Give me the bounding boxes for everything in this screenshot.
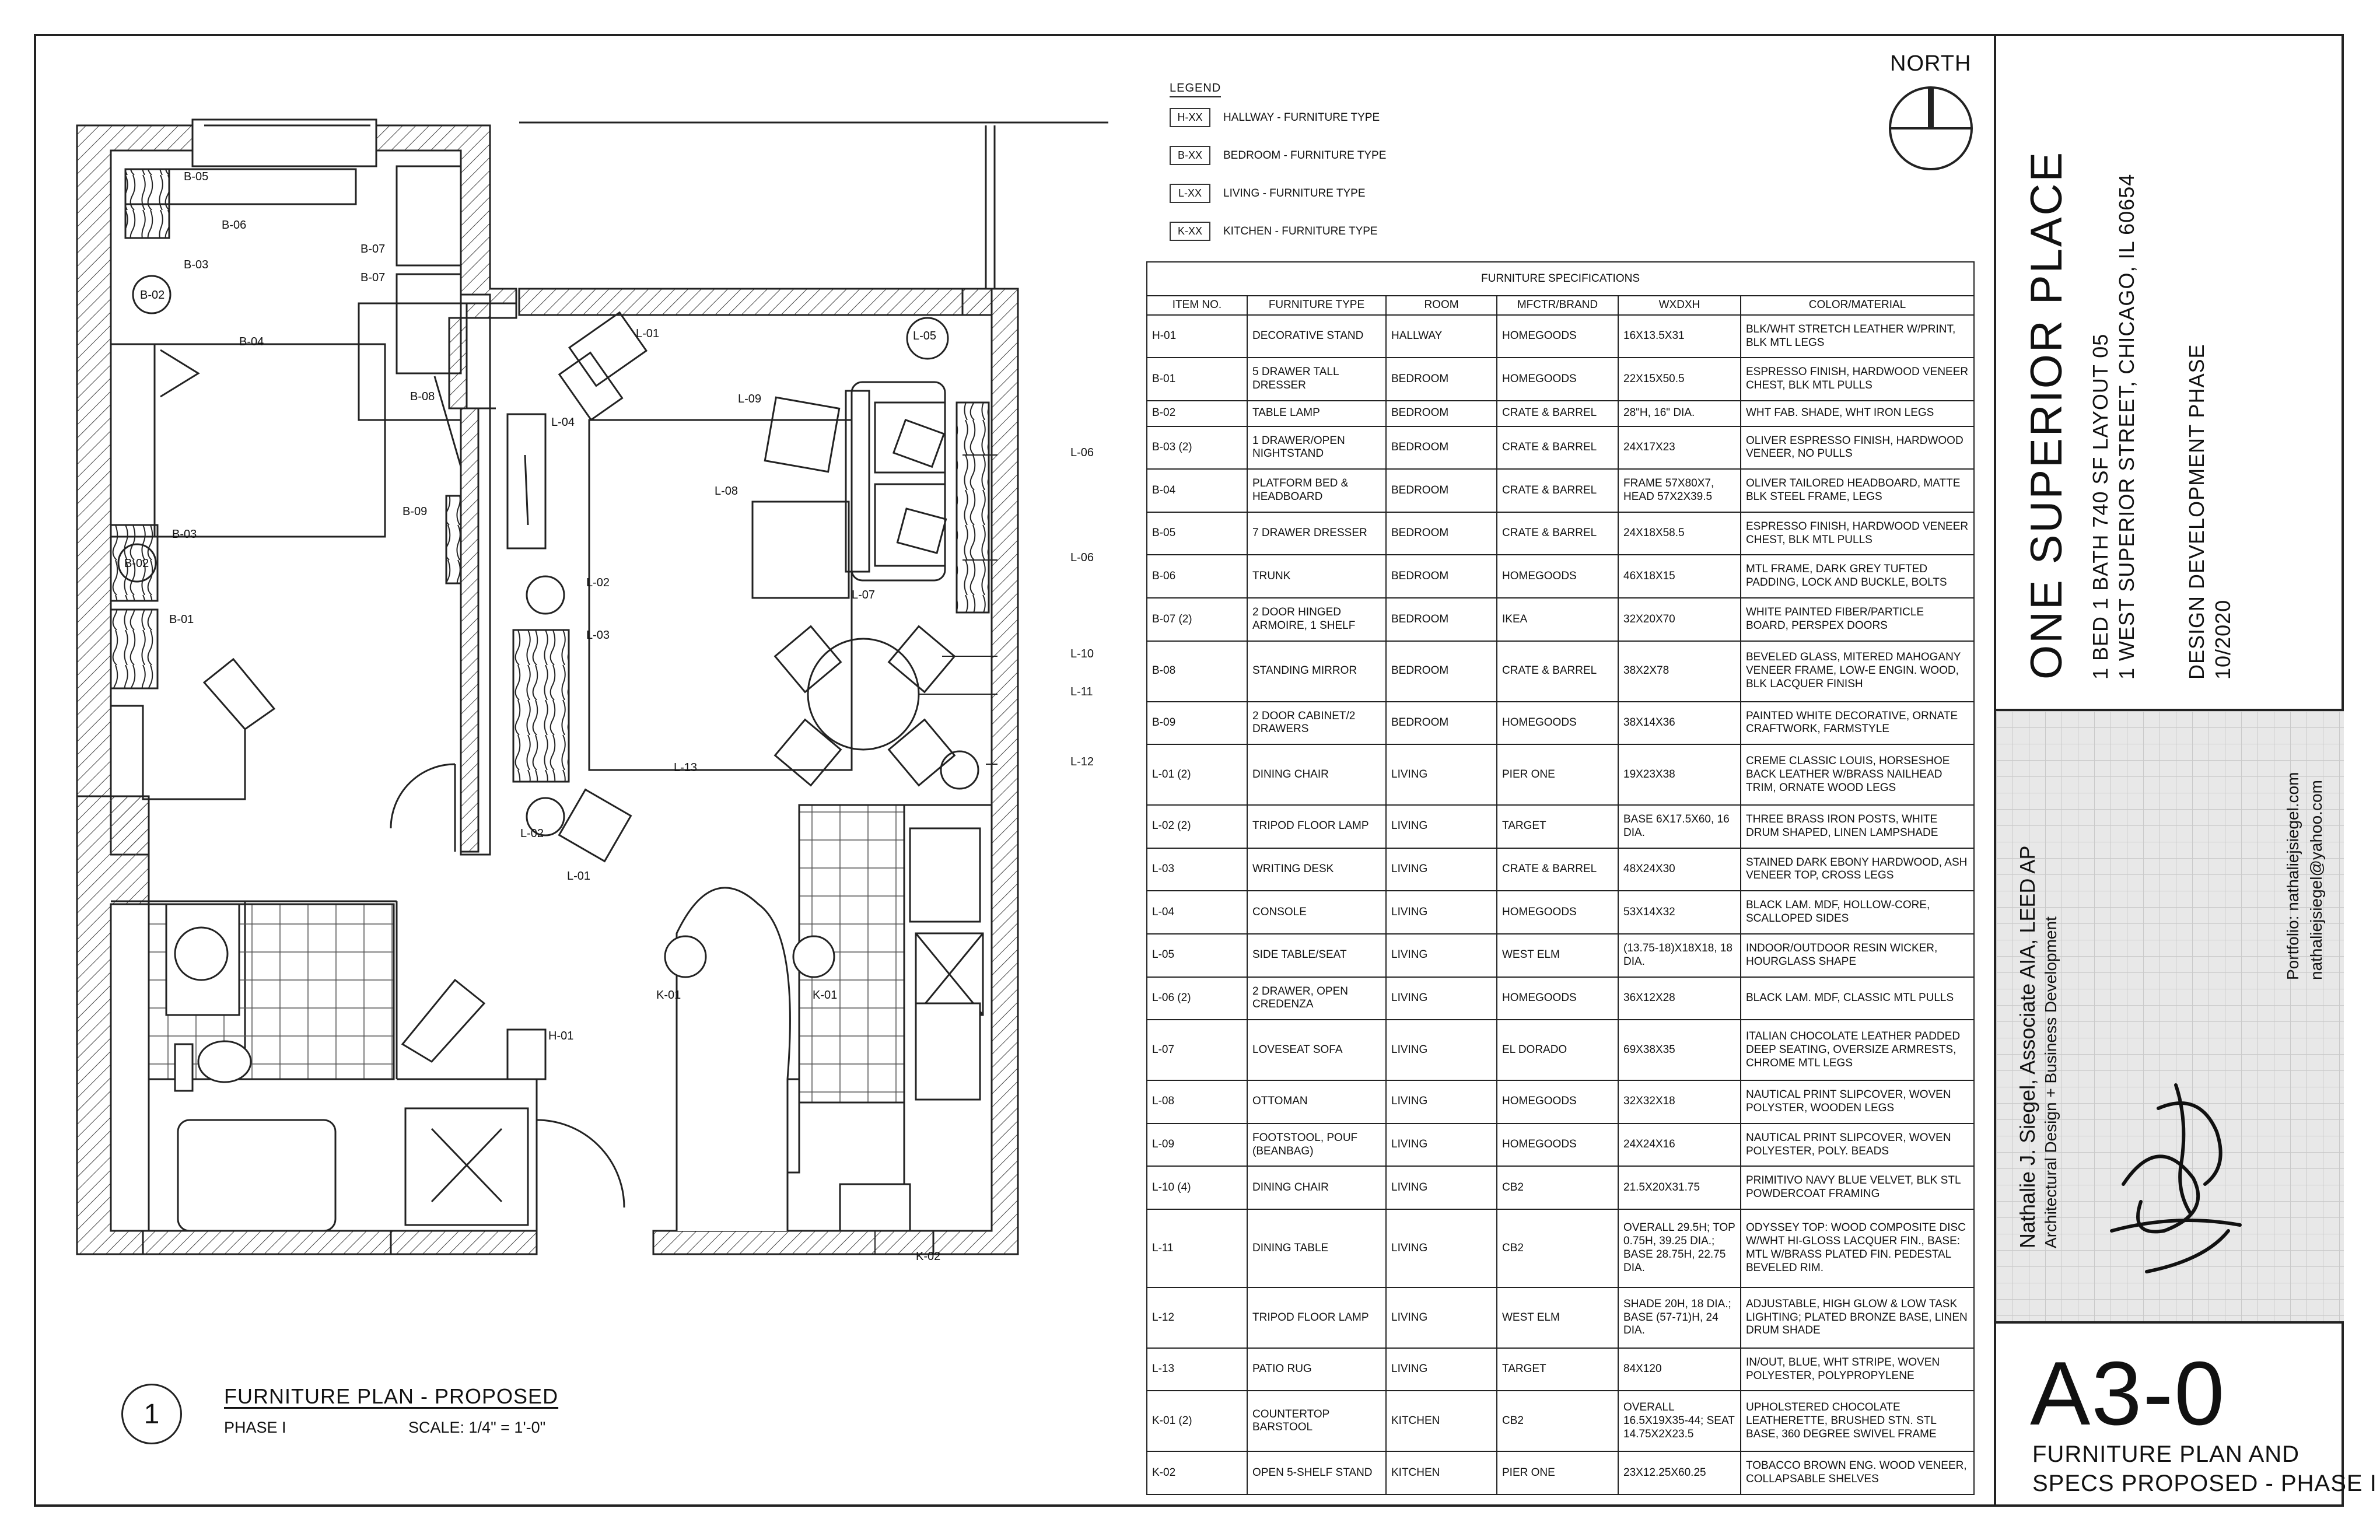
table-cell: 2 DOOR CABINET/2 DRAWERS: [1247, 702, 1386, 745]
table-cell: 24X24X16: [1618, 1124, 1741, 1167]
table-cell: 53X14X32: [1618, 891, 1741, 934]
north-label: NORTH: [1890, 51, 1972, 76]
table-cell: BASE 6X17.5X60, 16 DIA.: [1618, 805, 1741, 848]
table-cell: BLACK LAM. MDF, HOLLOW-CORE, SCALLOPED SIDES: [1741, 891, 1974, 934]
legend-code: H-XX: [1170, 108, 1210, 127]
table-header-cell: WXDXH: [1618, 296, 1741, 315]
drawing-number: 1: [121, 1384, 182, 1444]
table-cell: SHADE 20H, 18 DIA.; BASE (57-71)H, 24 DIA.: [1618, 1287, 1741, 1348]
project-date: 10/2020: [2211, 599, 2235, 680]
table-cell: BLACK LAM. MDF, CLASSIC MTL PULLS: [1741, 977, 1974, 1020]
label-l02a: L-02: [586, 576, 610, 589]
table-cell: CRATE & BARREL: [1497, 469, 1618, 512]
table-cell: K-01 (2): [1147, 1391, 1247, 1451]
title-block-divider: [1994, 1321, 2344, 1324]
table-row: [1147, 1391, 1974, 1451]
north-arrow-icon: [1884, 82, 1978, 175]
table-cell: L-03: [1147, 848, 1247, 891]
label-l13: L-13: [674, 761, 698, 774]
label-l06a: L-06: [1070, 446, 1094, 459]
table-row: [1147, 1080, 1974, 1124]
table-cell: 48X24X30: [1618, 848, 1741, 891]
designer-name: Nathalie J. Siegel, Associate AIA, LEED AP: [2015, 845, 2039, 1248]
table-cell: BEDROOM: [1386, 702, 1497, 745]
legend-row-hallway: [1170, 108, 1380, 127]
project-name: ONE SUPERIOR PLACE: [2022, 150, 2071, 680]
table-cell: 32X32X18: [1618, 1080, 1741, 1124]
table-cell: 22X15X50.5: [1618, 358, 1741, 401]
table-row: [1147, 891, 1974, 934]
table-cell: OTTOMAN: [1247, 1080, 1386, 1124]
drawing-title: FURNITURE PLAN - PROPOSED: [224, 1384, 559, 1408]
table-cell: H-01: [1147, 315, 1247, 358]
label-b06: B-06: [222, 219, 247, 232]
table-cell: EL DORADO: [1497, 1020, 1618, 1080]
table-cell: HOMEGOODS: [1497, 891, 1618, 934]
table-row: [1147, 848, 1974, 891]
table-row: [1147, 512, 1974, 555]
table-cell: L-11: [1147, 1209, 1247, 1287]
table-row: [1147, 358, 1974, 401]
table-cell: HOMEGOODS: [1497, 315, 1618, 358]
table-cell: TARGET: [1497, 805, 1618, 848]
table-cell: NAUTICAL PRINT SLIPCOVER, WOVEN POLYSTER, WOODEN LEGS: [1741, 1080, 1974, 1124]
table-cell: LIVING: [1386, 1020, 1497, 1080]
table-cell: 2 DOOR HINGED ARMOIRE, 1 SHELF: [1247, 598, 1386, 641]
table-cell: 28"H, 16" DIA.: [1618, 401, 1741, 426]
table-cell: TRUNK: [1247, 555, 1386, 598]
table-cell: 21.5X20X31.75: [1618, 1166, 1741, 1209]
table-row: [1147, 401, 1974, 426]
table-header-cell: ITEM NO.: [1147, 296, 1247, 315]
table-cell: BEVELED GLASS, MITERED MAHOGANY VENEER FRAME, LOW-E ENGIN. WOOD, BLK LACQUER FINISH: [1741, 641, 1974, 702]
table-cell: ESPRESSO FINISH, HARDWOOD VENEER CHEST, BLK MTL PULLS: [1741, 358, 1974, 401]
table-cell: HOMEGOODS: [1497, 555, 1618, 598]
table-cell: TRIPOD FLOOR LAMP: [1247, 805, 1386, 848]
designer-portfolio: Portfolio: nathaliejsiegel.com: [2284, 772, 2302, 980]
table-cell: 5 DRAWER TALL DRESSER: [1247, 358, 1386, 401]
legend-code: K-XX: [1170, 222, 1210, 241]
table-cell: LIVING: [1386, 1287, 1497, 1348]
table-row: [1147, 1209, 1974, 1287]
table-title: FURNITURE SPECIFICATIONS: [1147, 262, 1974, 296]
table-cell: KITCHEN: [1386, 1391, 1497, 1451]
table-cell: BEDROOM: [1386, 641, 1497, 702]
designer-email: nathaliejsiegel@yahoo.com: [2307, 780, 2325, 980]
label-l12: L-12: [1070, 755, 1094, 768]
sheet-desc-line2: SPECS PROPOSED - PHASE I: [2032, 1471, 2377, 1496]
table-cell: L-09: [1147, 1124, 1247, 1167]
label-l02b: L-02: [520, 827, 544, 840]
table-cell: LIVING: [1386, 1080, 1497, 1124]
legend-label: BEDROOM - FURNITURE TYPE: [1223, 149, 1387, 162]
table-cell: L-04: [1147, 891, 1247, 934]
table-cell: THREE BRASS IRON POSTS, WHITE DRUM SHAPED, LINEN LAMPSHADE: [1741, 805, 1974, 848]
label-l08: L-08: [715, 485, 738, 498]
table-cell: L-02 (2): [1147, 805, 1247, 848]
label-b02a: B-02: [140, 289, 165, 302]
table-cell: HOMEGOODS: [1497, 358, 1618, 401]
table-row: [1147, 744, 1974, 805]
table-cell: PRIMITIVO NAVY BLUE VELVET, BLK STL POWDERCOAT FRAMING: [1741, 1166, 1974, 1209]
table-cell: OVERALL 29.5H; TOP 0.75H, 39.25 DIA.; BASE 28.75H, 22.75 DIA.: [1618, 1209, 1741, 1287]
table-cell: 38X14X36: [1618, 702, 1741, 745]
label-b03b: B-03: [172, 528, 197, 541]
project-address: 1 WEST SUPERIOR STREET, CHICAGO, IL 60654: [2115, 173, 2138, 680]
table-cell: 2 DRAWER, OPEN CREDENZA: [1247, 977, 1386, 1020]
legend-label: LIVING - FURNITURE TYPE: [1223, 187, 1366, 200]
label-l11: L-11: [1070, 685, 1093, 698]
sheet-desc-line1: FURNITURE PLAN AND: [2032, 1441, 2300, 1467]
label-l03: L-03: [586, 629, 610, 642]
legend-row-kitchen: [1170, 222, 1378, 241]
table-cell: BEDROOM: [1386, 512, 1497, 555]
table-row: [1147, 1287, 1974, 1348]
table-cell: CB2: [1497, 1166, 1618, 1209]
label-h01: H-01: [548, 1030, 574, 1042]
table-cell: CONSOLE: [1247, 891, 1386, 934]
table-cell: FRAME 57X80X7, HEAD 57X2X39.5: [1618, 469, 1741, 512]
table-cell: DECORATIVE STAND: [1247, 315, 1386, 358]
table-row: [1147, 805, 1974, 848]
table-cell: WRITING DESK: [1247, 848, 1386, 891]
table-cell: OPEN 5-SHELF STAND: [1247, 1451, 1386, 1494]
label-l10: L-10: [1070, 648, 1094, 660]
table-cell: COUNTERTOP BARSTOOL: [1247, 1391, 1386, 1451]
table-header-cell: MFCTR/BRAND: [1497, 296, 1618, 315]
table-cell: L-01 (2): [1147, 744, 1247, 805]
table-cell: BLK/WHT STRETCH LEATHER W/PRINT, BLK MTL LEGS: [1741, 315, 1974, 358]
table-cell: TOBACCO BROWN ENG. WOOD VENEER, COLLAPSABLE SHELVES: [1741, 1451, 1974, 1494]
drawing-phase: PHASE I: [224, 1419, 286, 1436]
project-phase: DESIGN DEVELOPMENT PHASE: [2185, 344, 2208, 680]
label-l04: L-04: [551, 416, 575, 429]
table-row: [1147, 1451, 1974, 1494]
table-cell: L-12: [1147, 1287, 1247, 1348]
table-cell: TRIPOD FLOOR LAMP: [1247, 1287, 1386, 1348]
label-b09: B-09: [402, 505, 428, 518]
table-cell: PIER ONE: [1497, 744, 1618, 805]
label-b04: B-04: [239, 335, 264, 348]
table-cell: L-06 (2): [1147, 977, 1247, 1020]
table-cell: CB2: [1497, 1391, 1618, 1451]
table-cell: LOVESEAT SOFA: [1247, 1020, 1386, 1080]
table-cell: 16X13.5X31: [1618, 315, 1741, 358]
table-cell: ADJUSTABLE, HIGH GLOW & LOW TASK LIGHTING; PLATED BRONZE BASE, LINEN DRUM SHADE: [1741, 1287, 1974, 1348]
table-cell: B-02: [1147, 401, 1247, 426]
table-cell: DINING CHAIR: [1247, 744, 1386, 805]
table-cell: BEDROOM: [1386, 598, 1497, 641]
table-header-cell: FURNITURE TYPE: [1247, 296, 1386, 315]
table-row: [1147, 598, 1974, 641]
label-b02b: B-02: [124, 557, 149, 570]
label-l07: L-07: [852, 589, 876, 601]
table-cell: LIVING: [1386, 977, 1497, 1020]
designer-role: Architectural Design + Business Development: [2042, 916, 2060, 1248]
label-l05: L-05: [913, 330, 937, 342]
table-cell: HALLWAY: [1386, 315, 1497, 358]
table-cell: 24X17X23: [1618, 426, 1741, 470]
label-b03a: B-03: [184, 258, 209, 271]
legend-row-living: [1170, 184, 1366, 203]
table-cell: LIVING: [1386, 744, 1497, 805]
label-l01b: L-01: [567, 870, 591, 883]
legend-code: L-XX: [1170, 184, 1210, 203]
table-cell: 23X12.25X60.25: [1618, 1451, 1741, 1494]
label-b01: B-01: [169, 613, 194, 626]
table-cell: B-07 (2): [1147, 598, 1247, 641]
table-cell: LIVING: [1386, 1124, 1497, 1167]
table-cell: CRATE & BARREL: [1497, 426, 1618, 470]
legend-code: B-XX: [1170, 146, 1210, 165]
table-cell: KITCHEN: [1386, 1451, 1497, 1494]
table-cell: MTL FRAME, DARK GREY TUFTED PADDING, LOCK AND BUCKLE, BOLTS: [1741, 555, 1974, 598]
table-cell: CB2: [1497, 1209, 1618, 1287]
table-cell: STANDING MIRROR: [1247, 641, 1386, 702]
table-cell: BEDROOM: [1386, 469, 1497, 512]
table-cell: OVERALL 16.5X19X35-44; SEAT 14.75X2X23.5: [1618, 1391, 1741, 1451]
sheet-number: A3-0: [2030, 1343, 2226, 1444]
table-cell: ODYSSEY TOP: WOOD COMPOSITE DISC W/WHT HI-GLOSS LACQUER FIN., BASE: MTL W/BRASS PLATED FIN. PEDESTAL BEVELED RIM.: [1741, 1209, 1974, 1287]
table-cell: L-13: [1147, 1348, 1247, 1391]
table-cell: CRATE & BARREL: [1497, 401, 1618, 426]
table-cell: B-05: [1147, 512, 1247, 555]
table-cell: LIVING: [1386, 934, 1497, 977]
table-cell: 32X20X70: [1618, 598, 1741, 641]
table-cell: B-04: [1147, 469, 1247, 512]
table-cell: LIVING: [1386, 891, 1497, 934]
label-b07a: B-07: [360, 243, 386, 256]
table-cell: HOMEGOODS: [1497, 702, 1618, 745]
legend-title: LEGEND: [1170, 82, 1221, 97]
drawing-scale: SCALE: 1/4" = 1'-0": [408, 1419, 546, 1436]
label-b08: B-08: [410, 390, 435, 403]
table-cell: (13.75-18)X18X18, 18 DIA.: [1618, 934, 1741, 977]
table-row: [1147, 977, 1974, 1020]
legend-row-bedroom: [1170, 146, 1386, 165]
signature-image: [2088, 1038, 2252, 1301]
table-cell: CRATE & BARREL: [1497, 641, 1618, 702]
table-cell: TARGET: [1497, 1348, 1618, 1391]
table-cell: OLIVER ESPRESSO FINISH, HARDWOOD VENEER, NO PULLS: [1741, 426, 1974, 470]
furniture-specifications-table: [1146, 261, 1973, 1495]
table-row: [1147, 555, 1974, 598]
legend-label: HALLWAY - FURNITURE TYPE: [1223, 111, 1380, 124]
sheet-description: [2032, 1440, 2377, 1498]
table-row: [1147, 702, 1974, 745]
table-cell: SIDE TABLE/SEAT: [1247, 934, 1386, 977]
table-cell: BEDROOM: [1386, 555, 1497, 598]
label-l09: L-09: [738, 393, 762, 405]
table-row: [1147, 469, 1974, 512]
table-cell: 19X23X38: [1618, 744, 1741, 805]
table-cell: B-08: [1147, 641, 1247, 702]
label-b05: B-05: [184, 170, 209, 183]
table-cell: LIVING: [1386, 1166, 1497, 1209]
table-cell: FOOTSTOOL, POUF (BEANBAG): [1247, 1124, 1386, 1167]
table-header-cell: ROOM: [1386, 296, 1497, 315]
label-k01b: K-01: [813, 989, 838, 1002]
table-cell: LIVING: [1386, 1348, 1497, 1391]
table-cell: PATIO RUG: [1247, 1348, 1386, 1391]
table-cell: 36X12X28: [1618, 977, 1741, 1020]
table-cell: STAINED DARK EBONY HARDWOOD, ASH VENEER TOP, CROSS LEGS: [1741, 848, 1974, 891]
label-l06b: L-06: [1070, 551, 1094, 564]
table-cell: 46X18X15: [1618, 555, 1741, 598]
table-cell: LIVING: [1386, 1209, 1497, 1287]
table-cell: DINING CHAIR: [1247, 1166, 1386, 1209]
table-cell: DINING TABLE: [1247, 1209, 1386, 1287]
table-row: [1147, 315, 1974, 358]
table-cell: INDOOR/OUTDOOR RESIN WICKER, HOURGLASS SHAPE: [1741, 934, 1974, 977]
table-cell: B-06: [1147, 555, 1247, 598]
label-b07b: B-07: [360, 271, 386, 284]
table-cell: BEDROOM: [1386, 358, 1497, 401]
table-cell: UPHOLSTERED CHOCOLATE LEATHERETTE, BRUSHED STN. STL BASE, 360 DEGREE SWIVEL FRAME: [1741, 1391, 1974, 1451]
table-cell: WEST ELM: [1497, 934, 1618, 977]
table-cell: B-01: [1147, 358, 1247, 401]
table-row: [1147, 641, 1974, 702]
table-cell: NAUTICAL PRINT SLIPCOVER, WOVEN POLYESTER, POLY. BEADS: [1741, 1124, 1974, 1167]
table-cell: LIVING: [1386, 805, 1497, 848]
table-cell: WHT FAB. SHADE, WHT IRON LEGS: [1741, 401, 1974, 426]
table-cell: 7 DRAWER DRESSER: [1247, 512, 1386, 555]
table-cell: HOMEGOODS: [1497, 977, 1618, 1020]
label-k01a: K-01: [656, 989, 681, 1002]
table-cell: ESPRESSO FINISH, HARDWOOD VENEER CHEST, BLK MTL PULLS: [1741, 512, 1974, 555]
table-cell: 1 DRAWER/OPEN NIGHTSTAND: [1247, 426, 1386, 470]
legend-label: KITCHEN - FURNITURE TYPE: [1223, 225, 1378, 237]
table-cell: B-03 (2): [1147, 426, 1247, 470]
table-cell: BEDROOM: [1386, 426, 1497, 470]
table-row: [1147, 426, 1974, 470]
table-cell: 69X38X35: [1618, 1020, 1741, 1080]
table-cell: IKEA: [1497, 598, 1618, 641]
table-cell: PAINTED WHITE DECORATIVE, ORNATE CRAFTWORK, FARMSTYLE: [1741, 702, 1974, 745]
project-unit: 1 BED 1 BATH 740 SF LAYOUT 05: [2088, 333, 2112, 680]
label-l01a: L-01: [636, 327, 660, 340]
table-cell: CREME CLASSIC LOUIS, HORSESHOE BACK LEATHER W/BRASS NAILHEAD TRIM, ORNATE WOOD LEGS: [1741, 744, 1974, 805]
table-cell: 24X18X58.5: [1618, 512, 1741, 555]
table-row: [1147, 934, 1974, 977]
table-cell: K-02: [1147, 1451, 1247, 1494]
table-cell: WHITE PAINTED FIBER/PARTICLE BOARD, PERSPEX DOORS: [1741, 598, 1974, 641]
table-row: [1147, 1166, 1974, 1209]
table-row: [1147, 1124, 1974, 1167]
table-cell: BEDROOM: [1386, 401, 1497, 426]
table-cell: TABLE LAMP: [1247, 401, 1386, 426]
table-cell: IN/OUT, BLUE, WHT STRIPE, WOVEN POLYESTER, POLYPROPYLENE: [1741, 1348, 1974, 1391]
table-cell: PIER ONE: [1497, 1451, 1618, 1494]
table-cell: HOMEGOODS: [1497, 1080, 1618, 1124]
table-cell: L-08: [1147, 1080, 1247, 1124]
label-k02: K-02: [916, 1250, 941, 1263]
table-cell: 84X120: [1618, 1348, 1741, 1391]
table-row: [1147, 1020, 1974, 1080]
table-cell: ITALIAN CHOCOLATE LEATHER PADDED DEEP SEATING, OVERSIZE ARMRESTS, CHROME MTL LEGS: [1741, 1020, 1974, 1080]
table-cell: CRATE & BARREL: [1497, 848, 1618, 891]
table-header-cell: COLOR/MATERIAL: [1741, 296, 1974, 315]
table-cell: OLIVER TAILORED HEADBOARD, MATTE BLK STEEL FRAME, LEGS: [1741, 469, 1974, 512]
table-cell: L-05: [1147, 934, 1247, 977]
table-cell: CRATE & BARREL: [1497, 512, 1618, 555]
table-cell: LIVING: [1386, 848, 1497, 891]
table-cell: L-07: [1147, 1020, 1247, 1080]
table-cell: PLATFORM BED & HEADBOARD: [1247, 469, 1386, 512]
table-cell: HOMEGOODS: [1497, 1124, 1618, 1167]
table-header-row: [1147, 296, 1974, 315]
table-cell: L-10 (4): [1147, 1166, 1247, 1209]
table-cell: 38X2X78: [1618, 641, 1741, 702]
table-cell: B-09: [1147, 702, 1247, 745]
table-row: [1147, 1348, 1974, 1391]
table-cell: WEST ELM: [1497, 1287, 1618, 1348]
